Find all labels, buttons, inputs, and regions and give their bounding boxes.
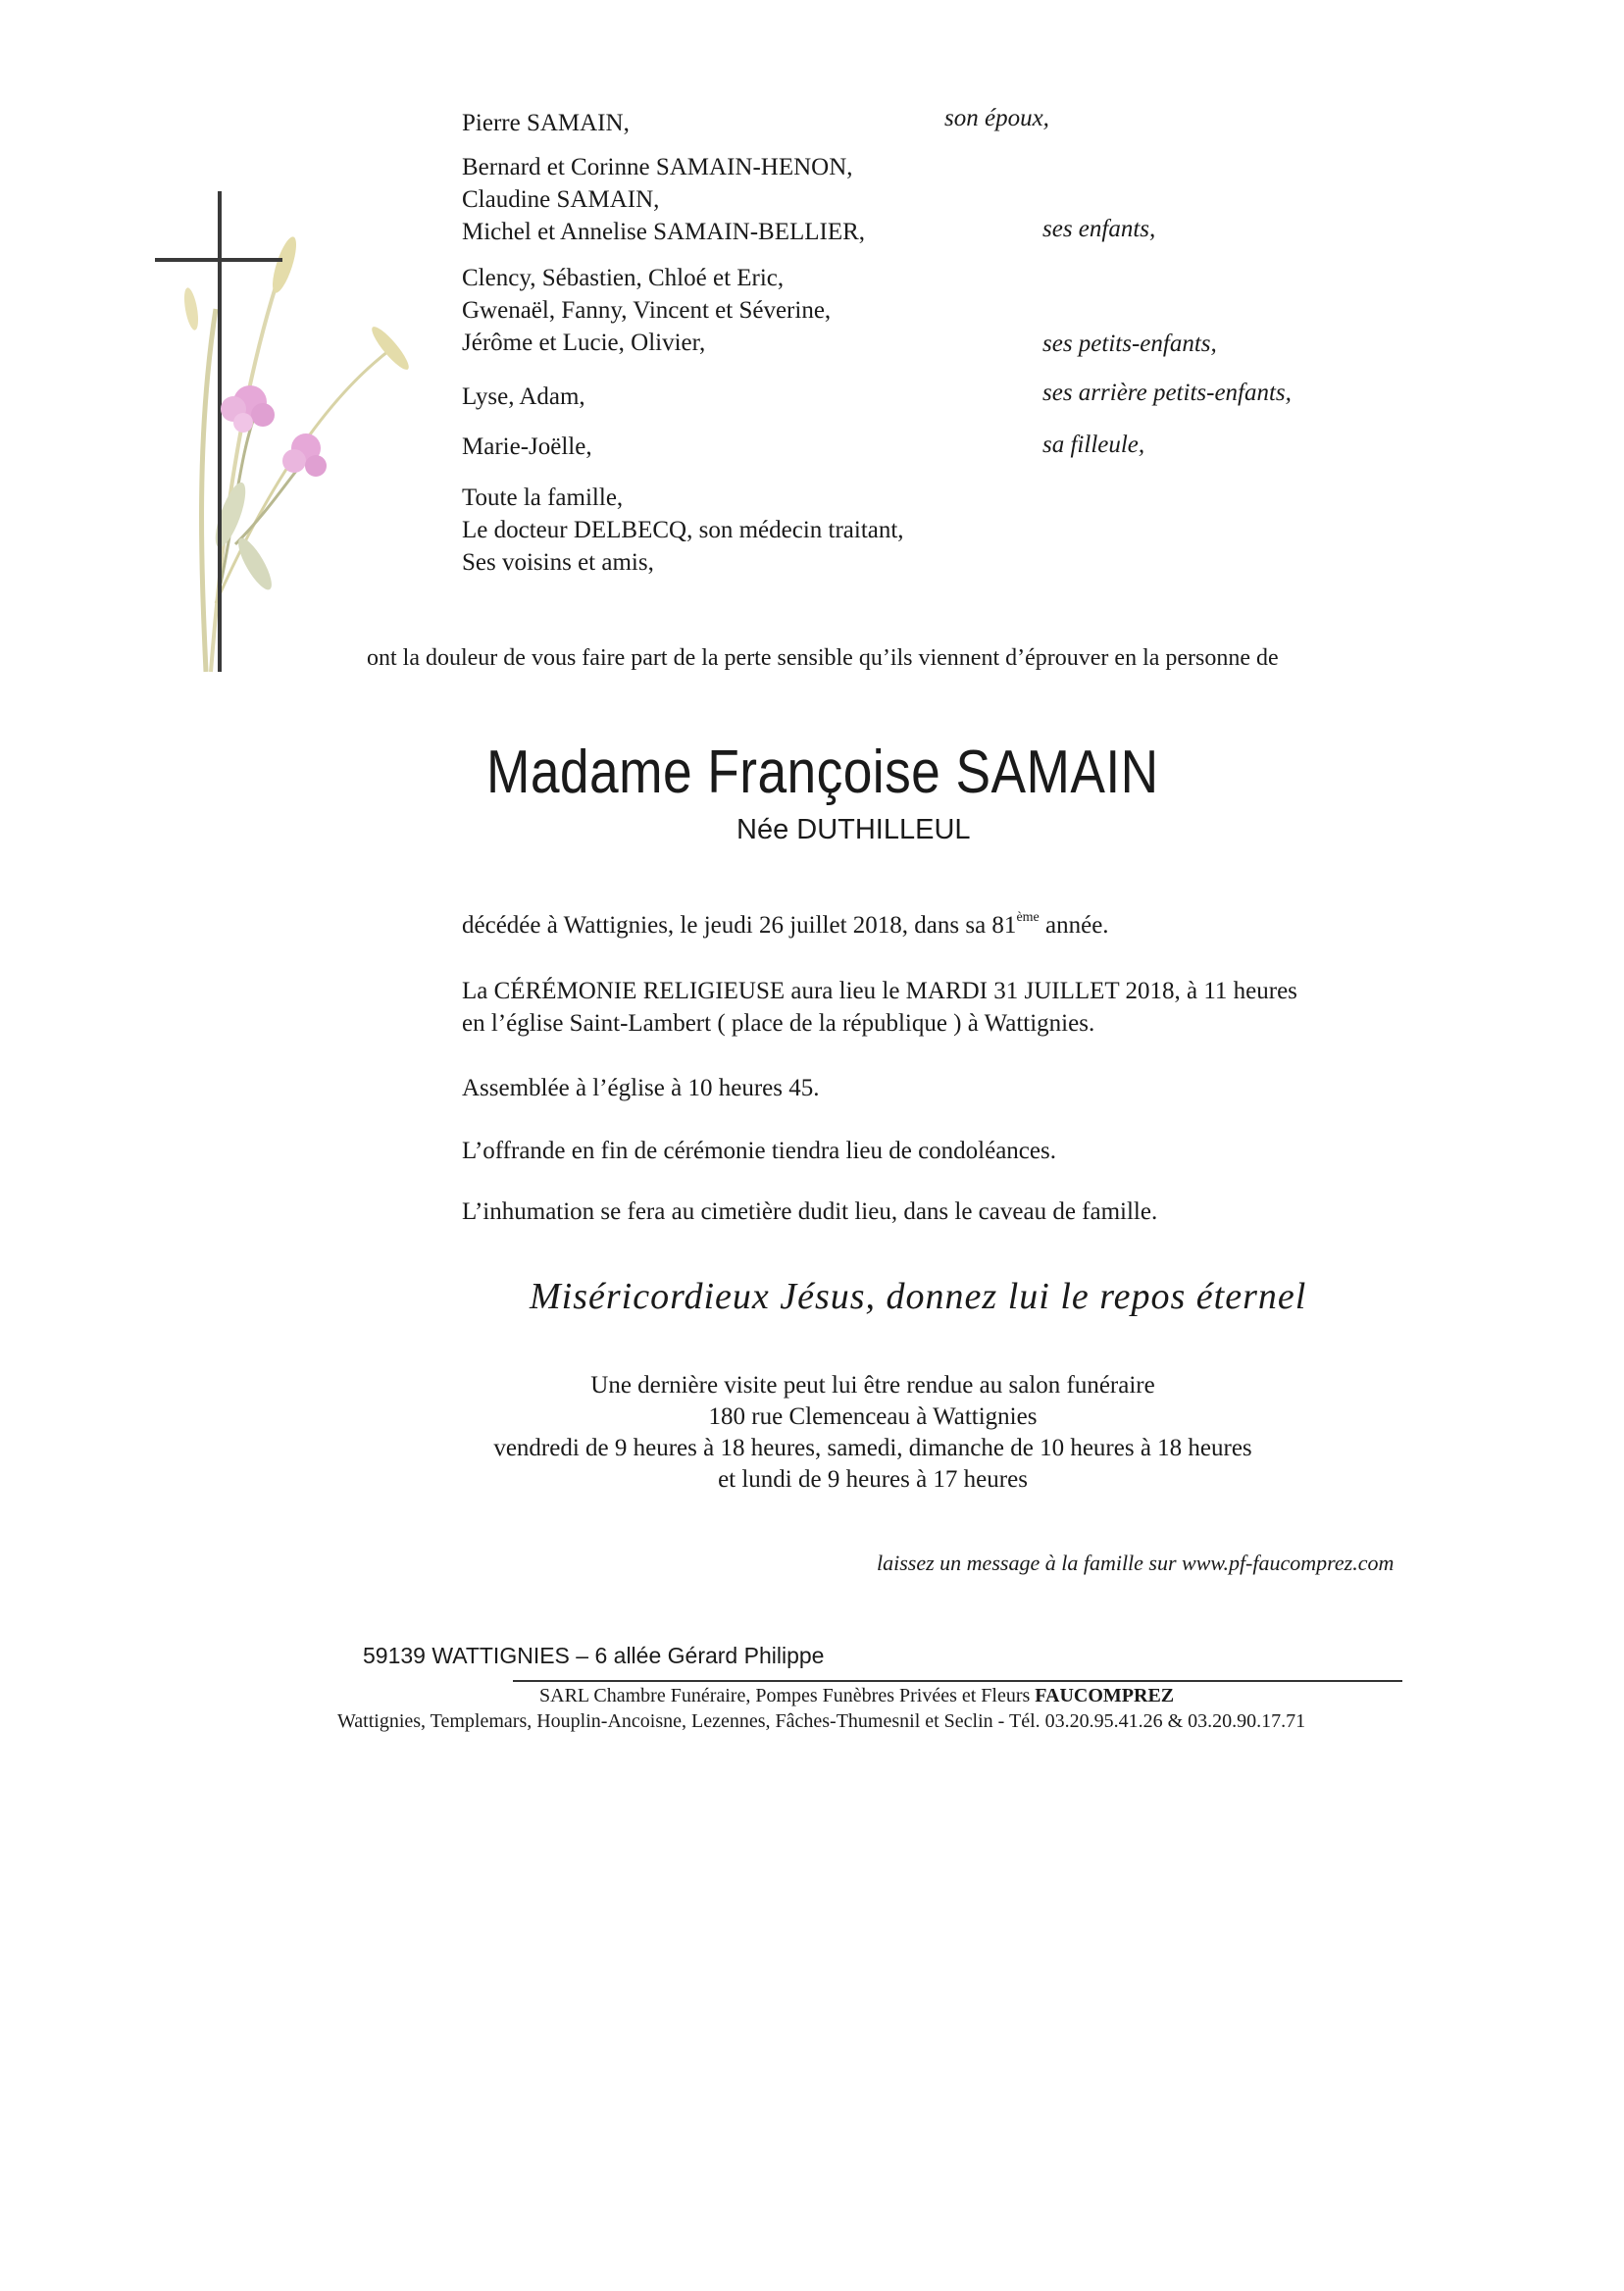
offering-text: L’offrande en fin de cérémonie tiendra lieu de condoléances. [462,1138,1056,1164]
flower-stem [235,461,304,544]
website-message: laissez un message à la famille sur www.pf-faucomprez.com [877,1551,1395,1575]
visit-line-2: 180 rue Clemenceau à Wattignies [708,1403,1038,1430]
footer-divider [513,1680,1402,1682]
family-member-line: Gwenaël, Fanny, Vincent et Séverine, [462,297,832,324]
company-locations: Wattignies, Templemars, Houplin-Ancoisne, Lezennes, Fâches-Thumesnil et Seclin - Tél. 03.20.95.41.26 & 03.20.90.17.71 [337,1710,1306,1732]
relation-label: ses petits-enfants, [1042,331,1217,357]
prayer-text: Miséricordieux Jésus, donnez lui le repos éternel [530,1276,1307,1317]
family-member-line: Toute la famille, [462,484,624,511]
cross-horizontal [155,258,282,262]
ceremony-line-2: en l’église Saint-Lambert ( place de la république ) à Wattignies. [462,1010,1095,1037]
family-member-line: Claudine SAMAIN, [462,186,660,213]
family-member-line: Pierre SAMAIN, [462,110,630,136]
relation-label: sa filleule, [1042,432,1145,458]
relation-label: son époux, [944,105,1049,131]
deceased-name: Madame Françoise SAMAIN [486,738,1159,806]
announcement-text: ont la douleur de vous faire part de la perte sensible qu’ils viennent d’éprouver en la personne de [367,645,1279,671]
flower-lower [282,433,327,477]
family-member-line: Marie-Joëlle, [462,433,592,460]
family-member-line: Le docteur DELBECQ, son médecin traitant, [462,517,904,543]
company-name: FAUCOMPREZ [1035,1685,1175,1706]
family-member-line: Michel et Annelise SAMAIN-BELLIER, [462,219,866,245]
flower-upper [221,385,275,433]
address: 59139 WATTIGNIES – 6 allée Gérard Philippe [363,1643,825,1668]
wheat-stem [216,348,392,603]
wheat-head [268,234,301,295]
relation-label: ses arrière petits-enfants, [1042,380,1292,406]
cross-vertical [218,191,222,672]
leaf [232,535,278,594]
wheat-head [368,323,414,374]
assembly-text: Assemblée à l’église à 10 heures 45. [462,1075,820,1101]
visit-line-1: Une dernière visite peut lui être rendue au salon funéraire [590,1372,1155,1399]
maiden-name: Née DUTHILLEUL [736,814,971,845]
ceremony-line-1: La CÉRÉMONIE RELIGIEUSE aura lieu le MARDI 31 JUILLET 2018, à 11 heures [462,978,1297,1004]
family-member-line: Bernard et Corinne SAMAIN-HENON, [462,154,853,180]
family-member-line: Ses voisins et amis, [462,549,654,576]
burial-text: L’inhumation se fera au cimetière dudit lieu, dans le caveau de famille. [462,1198,1158,1225]
family-member-line: Clency, Sébastien, Chloé et Eric, [462,265,785,291]
relation-label: ses enfants, [1042,216,1156,242]
death-details: décédée à Wattignies, le jeudi 26 juillet 2018, dans sa 81ème année. [462,910,1109,939]
cross-flower-illustration [147,191,431,691]
visit-line-3: vendredi de 9 heures à 18 heures, samedi, dimanche de 10 heures à 18 heures [493,1435,1252,1461]
visit-line-4: et lundi de 9 heures à 17 heures [718,1466,1028,1493]
family-member-line: Lyse, Adam, [462,383,585,410]
family-member-line: Jérôme et Lucie, Olivier, [462,330,706,356]
wheat-head [181,286,200,331]
company-line: SARL Chambre Funéraire, Pompes Funèbres Privées et Fleurs FAUCOMPREZ [539,1685,1175,1706]
wheat-stem [211,260,284,672]
